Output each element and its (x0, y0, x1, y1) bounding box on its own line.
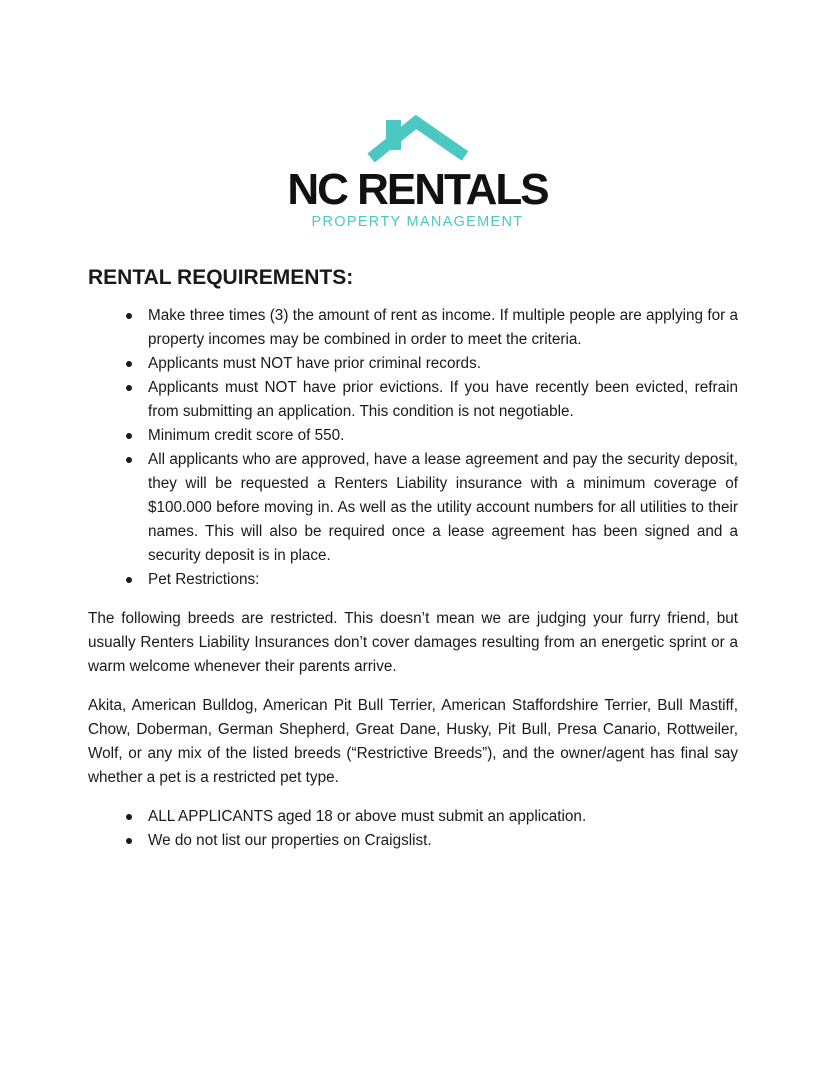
requirement-item: Minimum credit score of 550. (88, 424, 738, 448)
requirement-item: Pet Restrictions: (88, 568, 738, 592)
paragraph-restricted-breeds-intro: The following breeds are restricted. This doesn’t mean we are judging your furry friend, but usually Renters Liability Insurances don’t cover damages resulting from an energetic sprint or a warm welcome whenever their parents arrive. (88, 610, 738, 675)
applicant-note-item: We do not list our properties on Craigslist. (88, 829, 738, 853)
requirement-item: Applicants must NOT have prior criminal records. (88, 352, 738, 376)
requirement-item: Applicants must NOT have prior evictions. If you have recently been evicted, refrain from submitting an application. This condition is not negotiable. (88, 376, 738, 424)
section-heading: RENTAL REQUIREMENTS: (88, 266, 354, 289)
company-logo (0, 0, 835, 231)
applicant-note-item: ALL APPLICANTS aged 18 or above must submit an application. (88, 805, 738, 829)
requirement-item: All applicants who are approved, have a lease agreement and pay the security deposit, they will be requested a Renters Liability insurance with a minimum coverage of $100.000 before moving in. As well as the utility account numbers for all utilities to their names. This will also be required once a lease agreement has been signed and a security deposit is in place. (88, 448, 738, 568)
company-name: NC RENTALS (287, 165, 548, 214)
requirement-item: Make three times (3) the amount of rent as income. If multiple people are applying for a property incomes may be combined in order to meet the criteria. (88, 304, 738, 352)
paragraph-restricted-breeds-list: Akita, American Bulldog, American Pit Bull Terrier, American Staffordshire Terrier, Bull Mastiff, Chow, Doberman, German Shepherd, Great Dane, Husky, Pit Bull, Presa Canario, Rottweiler, Wolf, or any mix of the listed breeds (“Restrictive Breeds”), and the owner/agent has final say whether a pet is a restricted pet type. (88, 697, 738, 786)
company-tagline: PROPERTY MANAGEMENT (311, 214, 524, 230)
requirements-list (88, 304, 738, 592)
logo-icon-wrap (0, 115, 835, 165)
document-content (88, 266, 738, 853)
applicant-notes-list (88, 805, 738, 853)
roof-with-chimney-icon (366, 115, 470, 165)
